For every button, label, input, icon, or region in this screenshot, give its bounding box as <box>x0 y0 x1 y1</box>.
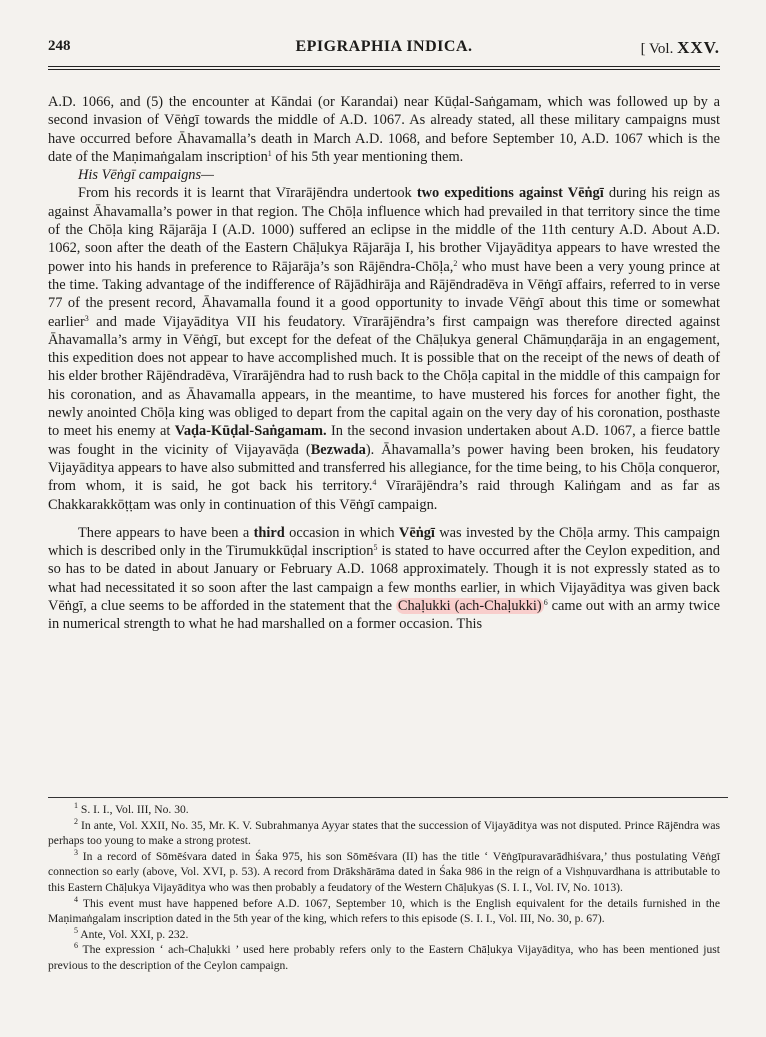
footnote-text: Ante, Vol. XXI, p. 232. <box>80 927 189 941</box>
p2-text-c: who must have been a very young prince at the time. Taking advantage of the indifference of Rājādhirāja and Rājēndradēva in Vēṅgī affairs, referred to in verse 77 of the present record, Āhavamalla found it a good opportunity to invade Vēṅgī about this time or somewhat earlier <box>48 258 720 330</box>
footnote-number: 1 <box>74 801 78 810</box>
footnote-1 <box>48 802 720 818</box>
footnote-ref-1: 1 <box>267 148 272 158</box>
p3-bold-vengi: Vēṅgī <box>398 524 435 541</box>
paragraph-2 <box>48 184 720 513</box>
p3-text-e: came out with an army twice in numerical strength to what he had marshalled on a former occasion. This <box>48 598 720 633</box>
footnote-2 <box>48 818 720 849</box>
footnote-text: S. I. I., Vol. III, No. 30. <box>80 803 189 816</box>
highlighted-term: Chaḷukki (ach-Chaḷukki) <box>397 598 542 615</box>
footnote-5 <box>48 927 720 943</box>
p3-bold-third: third <box>253 524 285 541</box>
footnote-number: 6 <box>74 941 78 951</box>
footnote-ref-3: 3 <box>84 313 89 323</box>
page-number: 248 <box>48 38 71 54</box>
footnote-number: 2 <box>74 816 78 826</box>
p3-text-c: was invested by the Chōḷa army. This campaign which is described only in the Tirumukkūḍal inscription <box>48 524 720 560</box>
footnote-ref-4: 4 <box>372 478 377 488</box>
p3-text-a: There appears to have been a <box>78 524 254 541</box>
p3-text-d: is stated to have occurred after the Ceylon expedition, and so has to be dated in about January or February A.D. 1068 approximately. Though it is not expressly stated as to what had necessitated it so soon after the last campaign a few months earlier, in which Vijayāditya was given back Vēṅgī, a clue seems to be afforded in the statement that the <box>48 543 720 615</box>
footnote-text: The expression ‘ ach-Chaḷukki ’ used here probably refers only to the Eastern Chāḷukya Vijayāditya, who has been mentioned just previous to the description of the Ceylon campaign. <box>48 943 720 972</box>
paragraph-1 <box>48 93 720 166</box>
section-subheading: His Vēṅgī campaigns— <box>78 167 214 184</box>
footnote-number: 5 <box>74 925 78 935</box>
footnote-ref-6: 6 <box>543 598 548 608</box>
page-header <box>48 38 720 60</box>
footnotes <box>48 802 720 974</box>
footnote-rule <box>48 797 728 798</box>
p1-tail: of his 5th year mentioning them. <box>271 148 464 165</box>
p2-text-f: ). Āhavamalla’s power having been broken, his feudatory Vijayāditya appears to have also submitted and transferred his allegiance, for the time being, to his Chōḷa conqueror, from whom, it is said, he got back his territory. <box>48 441 720 495</box>
p2-text-a: From his records it is learnt that Vīrarājēndra undertook <box>78 185 417 202</box>
p2-bold-expeditions: two expeditions against Vēṅgī <box>416 185 604 202</box>
footnote-text: This event must have happened before A.D. 1067, September 10, which is the English equivalent for the details furnished in the Maṇimaṅgalam inscription dated in the 5th year of the king, which refers to this episode (S. I. I., Vol. III, No. 30, p. 67). <box>48 896 720 926</box>
p2-text-b: during his reign as against Āhavamalla’s power in that region. The Chōḷa influence which had prevailed in that territory since the time of the Chōḷa king Rājarāja I (A.D. 1000) suffered an eclipse in the middle of the 11th century A.D. About A.D. 1062, soon after the death of the Eastern Chāḷukya Rājarāja I, his brother Vijayāditya appears to have wrested the power into his hands in preference to Rājarāja’s son Rājēndra-Chōḷa, <box>48 185 720 275</box>
paragraph-3 <box>48 524 720 634</box>
p2-bold-place: Vaḍa-Kūḍal-Saṅgamam. <box>174 423 327 440</box>
p2-text-g: Vīrarājēndra’s raid through Kaliṅgam and as far as Chakkarakkōṭṭam was only in continuation of this Vēṅgī campaign. <box>48 478 721 513</box>
p2-text-e: In the second invasion undertaken about A.D. 1067, a fierce battle was fought in the vicinity of Vijayavāḍa ( <box>48 423 721 458</box>
footnote-4 <box>48 896 720 927</box>
footnote-number: 4 <box>74 894 78 904</box>
footnote-text: In a record of Sōmēśvara dated in Śaka 975, his son Sōmēśvara (II) has the title ‘ Vēṅgīpuravarādhiśvara,’ thus postulating Vēṅgī connection so early (above, Vol. XVI, p. 53). A record from Drākshārāma dated in Śaka 986 in the reign of a Vishṇuvardhana is attributable to this Eastern Chāḷukya Vijayāditya who was then probably a feudatory of the Western Chāḷukyas (S. I. I., Vol. IV, No. 1013). <box>48 849 721 894</box>
body-text <box>48 93 720 634</box>
footnote-6 <box>48 942 720 973</box>
volume-label <box>641 38 720 58</box>
p2-text-d: and made Vijayāditya VII his feudatory. Vīrarājēndra’s first campaign was therefore directed against Āhavamalla’s army in Vēṅgī, but except for the defeat of the Chāḷukya general Chāmuṇḍarāja in an engagement, this expedition does not appear to have accomplished much. It is possible that on the receipt of the news of death of his elder brother Rājēndradēva, Vīrarājēndra had to rush back to the Chōḷa capital in the middle of this campaign for his coronation, and as Āhavamalla appears, in the meantime, to have mustered his forces for another fight, the newly anointed Chōḷa king was obliged to depart from the capital again on the very day of his coronation, posthaste to meet his enemy at <box>48 313 720 440</box>
volume-prefix: [ Vol. <box>640 41 674 57</box>
p1-text: A.D. 1066, and (5) the encounter at Kāndai (or Karandai) near Kūḍal-Saṅgamam, which was followed up by a second invasion of Vēṅgī towards the middle of A.D. 1067. As already stated, all these military campaigns must have occurred before Āhavamalla’s death in March A.D. 1068, and before September 10, A.D. 1067 which is the date of the Maṇimaṅgalam inscription <box>48 94 720 165</box>
footnote-3 <box>48 849 720 896</box>
header-rule <box>48 66 720 70</box>
running-title: EPIGRAPHIA INDICA. <box>295 38 473 55</box>
p2-bold-bezwada: Bezwada <box>310 441 366 458</box>
footnote-ref-5: 5 <box>373 543 378 553</box>
footnote-text: In ante, Vol. XXII, No. 35, Mr. K. V. Subrahmanya Ayyar states that the succession of Vijayāditya was not disputed. Prince Rājēndra was perhaps too young to make a strong protest. <box>48 818 720 848</box>
volume-number: XXV. <box>677 38 720 57</box>
footnote-ref-2: 2 <box>453 258 458 268</box>
footnote-number: 3 <box>74 847 78 857</box>
p3-text-b: occasion in which <box>284 524 399 541</box>
